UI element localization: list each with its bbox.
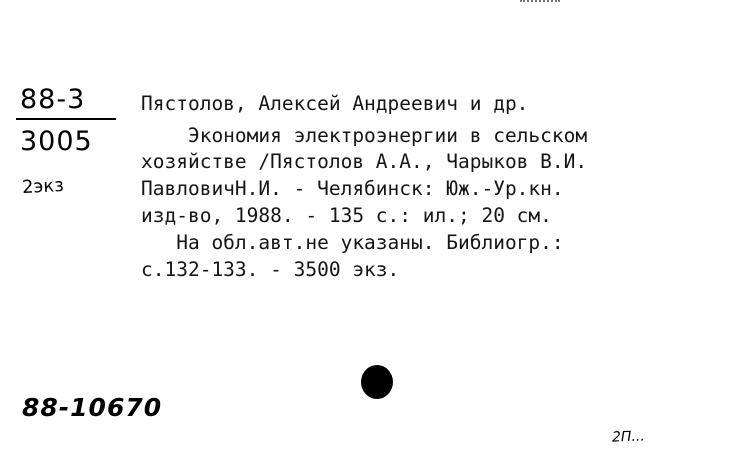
- top-edge-marks: [520, 0, 560, 4]
- shelf-mark: 88-3: [20, 84, 86, 115]
- shelf-mark-underline: [16, 118, 116, 120]
- corner-handwritten-note: 2П...: [611, 428, 646, 446]
- entry-line-author: Пястолов, Алексей Андреевич и др.: [141, 92, 529, 115]
- inventory-number: 3005: [20, 126, 93, 157]
- registration-number: 88-10670: [22, 393, 163, 422]
- punch-hole: [361, 365, 393, 399]
- entry-line-pages-print-run: с.132-133. - 3500 экз.: [141, 258, 400, 281]
- entry-line-publisher: ПавловичН.И. - Челябинск: Юж.-Ур.кн.: [141, 177, 564, 200]
- entry-line-imprint: изд-во, 1988. - 135 с.: ил.; 20 см.: [141, 204, 552, 227]
- copies-count: 2экз: [21, 174, 65, 199]
- entry-line-notes: На обл.авт.не указаны. Библиогр.:: [141, 231, 564, 254]
- entry-line-responsibility: хозяйстве /Пястолов А.А., Чарыков В.И.: [141, 150, 588, 173]
- entry-line-title: Экономия электроэнергии в сельском: [141, 124, 588, 147]
